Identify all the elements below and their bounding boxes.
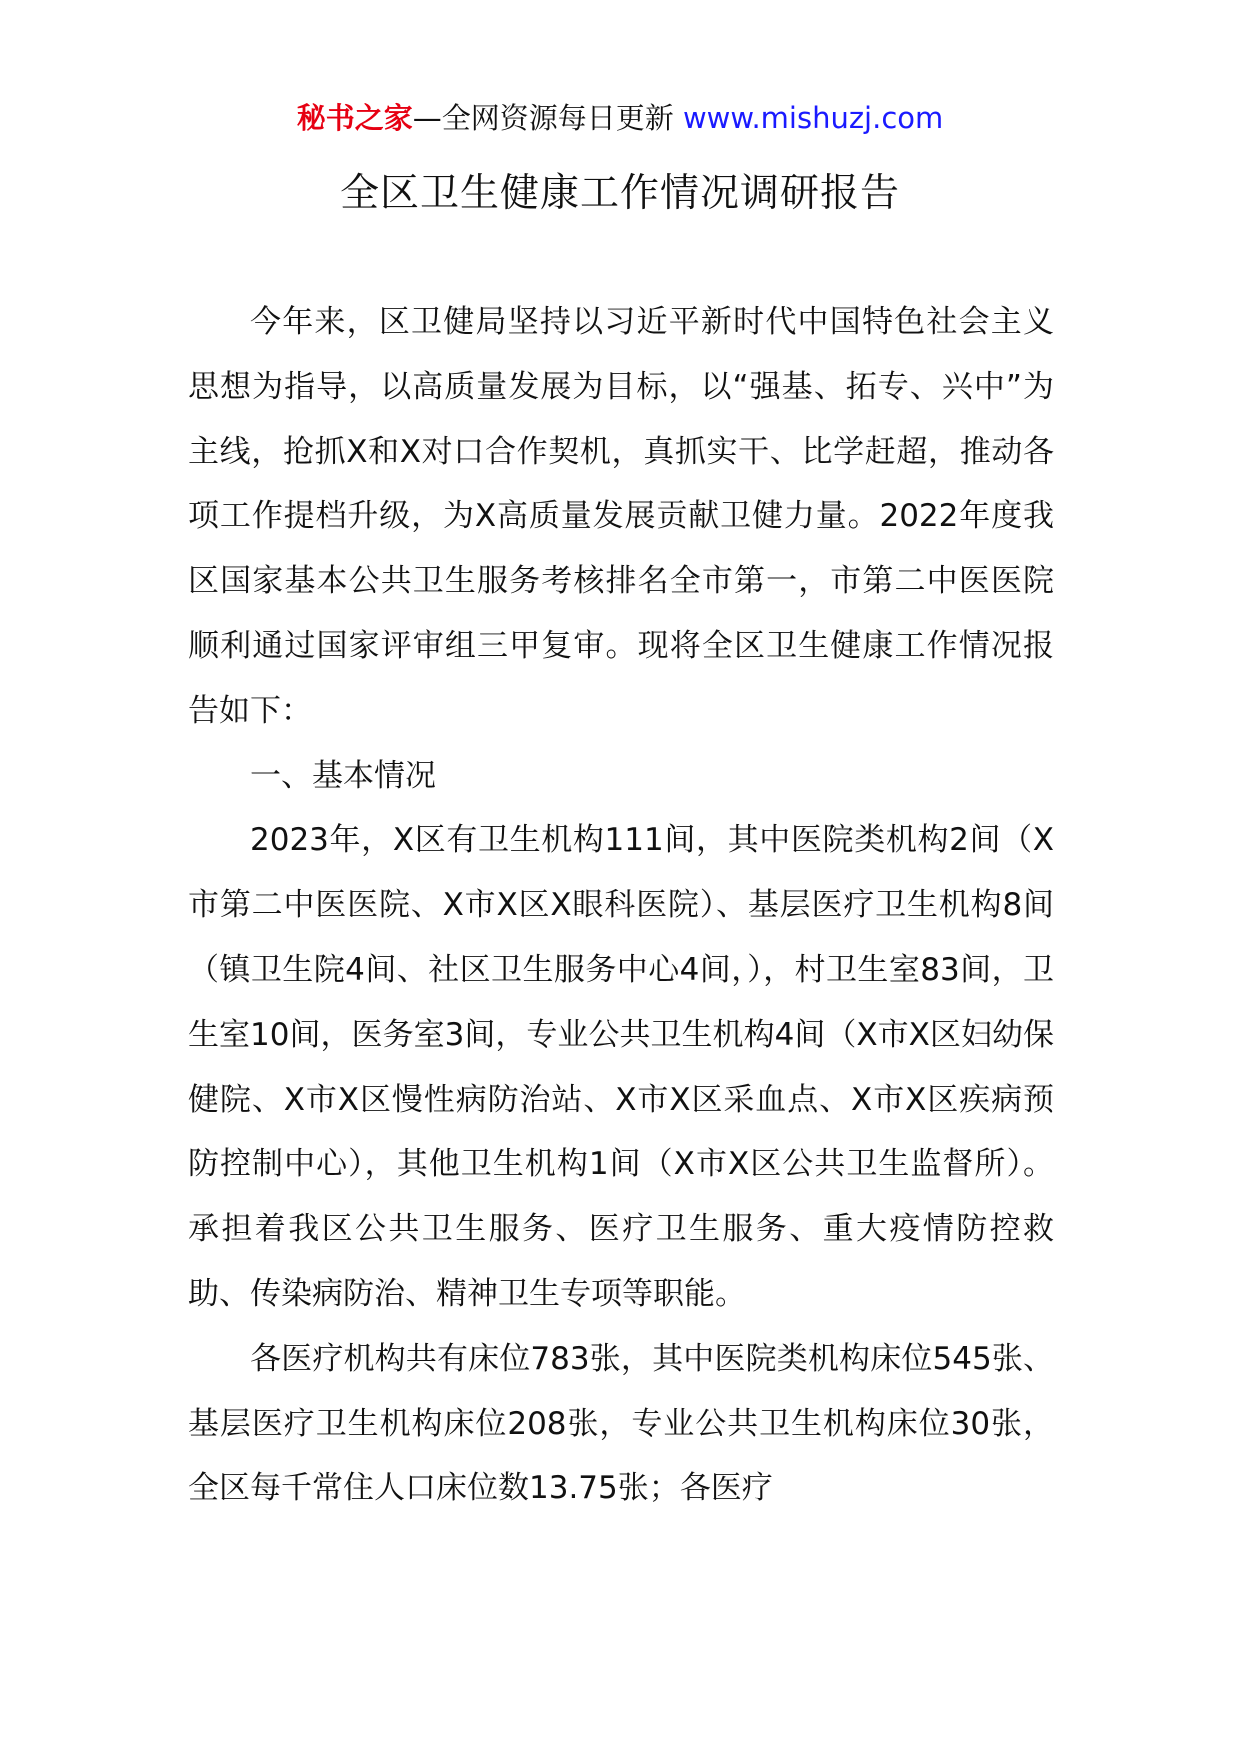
paragraph-beds: 各医疗机构共有床位783张，其中医院类机构床位545张、基层医疗卫生机构床位208张，专业公共卫生机构床位30张，全区每千常住人口床位数13.75张；各医疗 [188,1340,1054,1507]
section-heading-basic-situation: 一、基本情况 [250,757,436,794]
banner-url-link[interactable]: www.mishuzj.com [682,101,944,135]
site-banner [0,98,1240,138]
paragraph-institutions: 2023年，X区有卫生机构111间，其中医院类机构2间（X市第二中医医院、X市X区X眼科医院）、基层医疗卫生机构8间（镇卫生院4间、社区卫生服务中心4间，），村卫生室83间，卫生室10间，医务室3间，专业公共卫生机构4间（X市X区妇幼保健院、X市X区慢性病防治站、X市X区采血点、X市X区疾病预防控制中心），其他卫生机构1间（X市X区公共卫生监督所）。承担着我区公共卫生服务、医疗卫生服务、重大疫情防控救助、传染病防治、精神卫生专项等职能。 [188,822,1054,1312]
banner-tagline: —全网资源每日更新 [412,101,683,135]
paragraph-intro: 今年来，区卫健局坚持以习近平新时代中国特色社会主义思想为指导，以高质量发展为目标，以“强基、拓专、兴中”为主线，抢抓X和X对口合作契机，真抓实干、比学赶超，推动各项工作提档升级，为X高质量发展贡献卫健力量。2022年度我区国家基本公共卫生服务考核排名全市第一，市第二中医医院顺利通过国家评审组三甲复审。现将全区卫生健康工作情况报告如下： [188,304,1054,729]
document-title: 全区卫生健康工作情况调研报告 [339,171,900,216]
document-body [188,290,1054,1521]
banner-brand: 秘书之家 [296,101,413,135]
